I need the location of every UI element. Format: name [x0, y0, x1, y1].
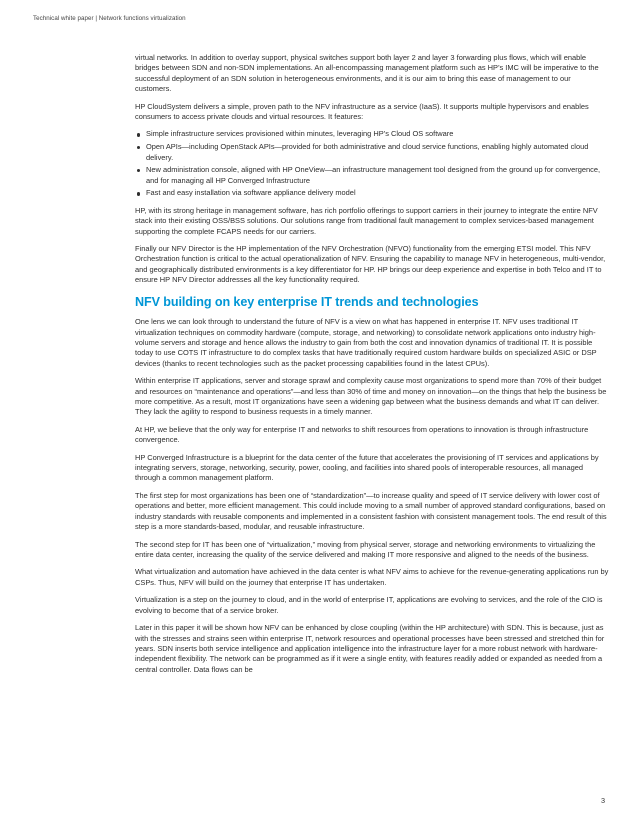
paragraph: Finally our NFV Director is the HP implementation of the NFV Orchestration (NFVO) functionality from the emerging ETSI model. This NFV Orchestration function is critical to the actual operationalization of NFV. Ensuring the capability to manage NFV in heterogeneous, multi-vendor, and geographically distributed environments is a key differentiator for HP. HP brings our deep experience and expertise in both Telco and IT to ensure HP NFV Director addresses all the key functionality required.	[135, 244, 606, 285]
list-item: New administration console, aligned with HP OneView—an infrastructure management tool designed from the ground up for convergence, and for managing all HP Converged Infrastructure	[135, 165, 609, 186]
paragraph: HP CloudSystem delivers a simple, proven path to the NFV infrastructure as a service (IaaS). It supports multiple hypervisors and enables consumers to access private clouds and virtual resources. It features:	[135, 101, 589, 121]
list-item: Simple infrastructure services provisioned within minutes, leveraging HP’s Cloud OS software	[135, 129, 609, 139]
section-heading: NFV building on key enterprise IT trends and technologies	[135, 295, 479, 310]
paragraph: Virtualization is a step on the journey to cloud, and in the world of enterprise IT, applications are evolving to services, and the role of the CIO is evolving to become that of a service broker.	[135, 595, 603, 615]
paragraph: What virtualization and automation have achieved in the data center is what NFV aims to achieve for the revenue-generating applications run by CSPs. Thus, NFV will build on the journey that enterprise IT has undertaken.	[135, 567, 609, 587]
page-number: 3	[600, 796, 605, 805]
running-header: Technical white paper | Network functions virtualization	[33, 15, 186, 22]
document-body	[135, 53, 609, 682]
paragraph: Within enterprise IT applications, server and storage sprawl and complexity cause most organizations to spend more than 70% of their budget and resources on “maintenance and operations”—and less than 30% of time and money on innovation—on the things that help the business be more competitive. As a result, most IT organizations have seen a widening gap between what the business demands and what IT can deliver. They lack the agility to respond to business requests in a timely manner.	[135, 376, 607, 417]
paragraph: The first step for most organizations has been one of “standardization”—to increase quality and speed of IT service delivery with lower cost of operations and better, more efficient management. This could include moving to a small number of approved standard configurations, based on industry standards with reusable components and implemented in a consistent fashion with consistent management tools. The end result of this step is a more standards-based, modular, and reusable infrastructure.	[135, 491, 607, 532]
paragraph: At HP, we believe that the only way for enterprise IT and networks to shift resources from operations to innovation is through infrastructure convergence.	[135, 424, 589, 445]
feature-list	[135, 129, 609, 198]
paragraph: One lens we can look through to understand the future of NFV is a view on what has happened in enterprise IT. NFV uses traditional IT virtualization techniques on commodity hardware (compute, storage, and networking) to consolidate network applications onto industry high-volume servers and storage and hence allows the industry to gain from both the cost and innovation dynamics of traditional IT. It is possible today to use COTS IT infrastructure to do complex tasks that have traditionally required custom hardware builds on specialized ASIC or DSP devices (thanks to recent technologies such as the packet processing capabilities found in the latest CPUs).	[135, 317, 597, 368]
paragraph: Later in this paper it will be shown how NFV can be enhanced by close coupling (within the HP architecture) with SDN. This is because, just as with the stresses and strains seen within enterprise IT, network resources and operational processes have been stressed and stretched thin for years. SDN inserts both service intelligence and application intelligence into the infrastructure layer for a more robust network with hardware-independent flexibility. The network can be programmed as if it were a single entity, with features readily added or expanded as needed from a central controller. Data flows can be	[135, 623, 605, 674]
paragraph: The second step for IT has been one of “virtualization,” moving from physical server, storage and networking environments to virtualizing the entire data center, increasing the quality of the service delivered and making IT more responsive and aligned to the needs of the business.	[135, 539, 596, 559]
paragraph: HP, with its strong heritage in management software, has rich portfolio offerings to support carriers in their journey to integrate the entire NFV stack into their existing OSS/BSS solutions. Our solutions range from traditional fault management to complex services-based management supporting the complete FCAPS needs for our carriers.	[135, 205, 598, 236]
paragraph: HP Converged Infrastructure is a blueprint for the data center of the future that accelerates the provisioning of IT services and applications by integrating servers, storage, networking, security, power, cooling, and facilities into shared pools of interoperable resources, all managed through a common management platform.	[135, 452, 599, 483]
list-item: Fast and easy installation via software appliance delivery model	[135, 188, 609, 198]
list-item: Open APIs—including OpenStack APIs—provided for both administrative and cloud service functions, enabling highly automated cloud delivery.	[135, 142, 609, 163]
paragraph: virtual networks. In addition to overlay support, physical switches support both layer 2 and layer 3 forwarding plus flows, which will enable bridges between SDN and non-SDN implementations. An all-encompassing management platform such as HP’s IMC will be imperative to the successful deployment of an SDN solution in heterogeneous environments, and it is our aim to bring this ease of management to our customers.	[135, 53, 599, 94]
